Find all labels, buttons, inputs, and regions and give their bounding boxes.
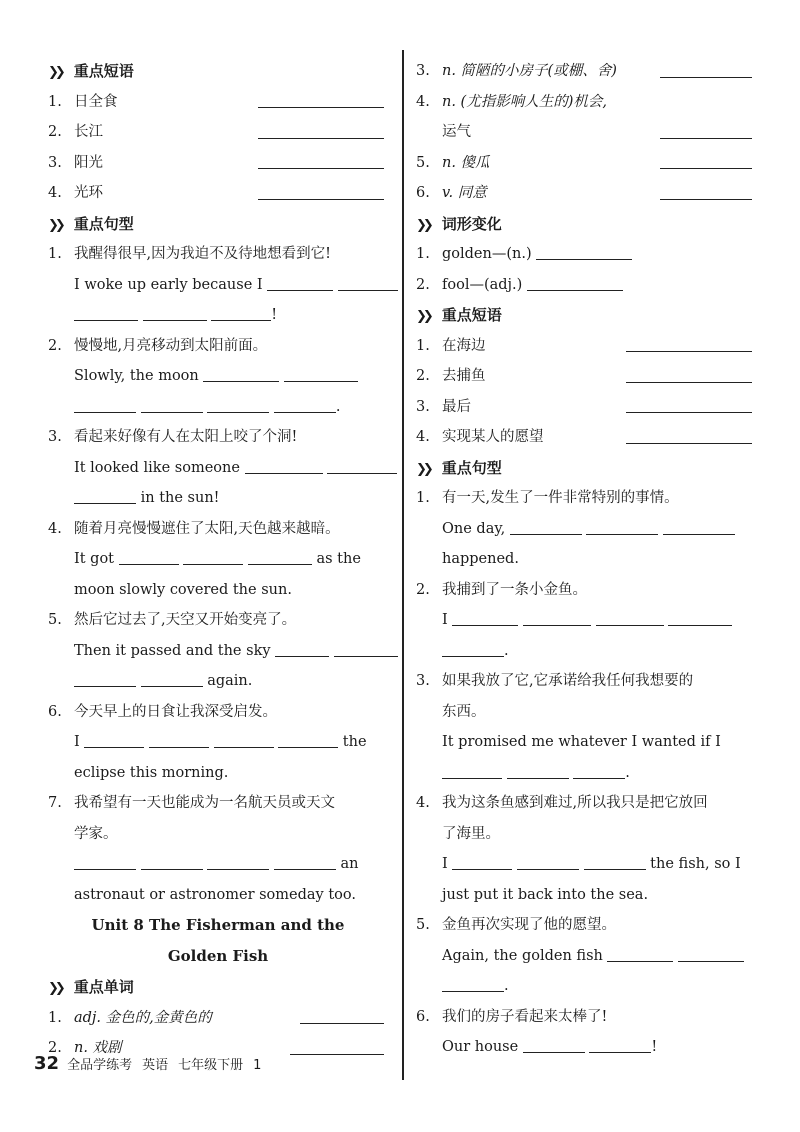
answer-blank[interactable] xyxy=(442,762,502,779)
answer-blank[interactable] xyxy=(274,396,336,413)
word-item: 6. v. 同意 xyxy=(416,178,756,209)
section-heading-sentences-2: ❯❯ 重点句型 xyxy=(416,453,756,484)
double-chevron-icon: ❯❯ xyxy=(416,309,430,324)
double-chevron-icon: ❯❯ xyxy=(48,217,62,233)
sentence-en: Slowly, the moon xyxy=(48,361,388,392)
double-chevron-icon: ❯❯ xyxy=(48,65,62,80)
answer-blank[interactable] xyxy=(626,351,752,352)
double-chevron-icon: ❯❯ xyxy=(416,217,430,233)
answer-blank[interactable] xyxy=(74,670,136,687)
sentence-cn: 4. 我为这条鱼感到难过,所以我只是把它放回 xyxy=(416,795,708,811)
phrase-item: 2. 去捕鱼 xyxy=(416,361,756,392)
section-heading-sentences: ❯❯ 重点句型 xyxy=(48,209,388,240)
answer-blank[interactable] xyxy=(586,518,658,535)
answer-blank[interactable] xyxy=(258,168,384,169)
answer-blank[interactable] xyxy=(141,670,203,687)
answer-blank[interactable] xyxy=(143,304,207,321)
sentence-en: It promised me whatever I wanted if I xyxy=(442,734,721,750)
answer-blank[interactable] xyxy=(626,382,752,383)
sentence-en: Then it passed and the sky xyxy=(48,636,388,667)
sentence-en: It looked like someone xyxy=(48,453,388,484)
section-heading-word-forms: ❯❯ 词形变化 xyxy=(416,209,756,240)
word-item: 5. n. 傻瓜 xyxy=(416,148,756,179)
answer-blank[interactable] xyxy=(119,548,179,565)
phrase-item: 1. 在海边 xyxy=(416,331,756,362)
sentence-en: in the sun! xyxy=(48,483,388,514)
answer-blank[interactable] xyxy=(203,365,279,382)
phrase-item: 3. 最后 xyxy=(416,392,756,423)
sentence-cn: 7. 我希望有一天也能成为一名航天员或天文 xyxy=(48,795,335,811)
sentence-en: eclipse this morning. xyxy=(74,764,229,781)
sentence-en: I the xyxy=(48,727,388,758)
answer-blank[interactable] xyxy=(510,518,582,535)
answer-blank[interactable] xyxy=(660,199,752,200)
subject-name: 英语 xyxy=(142,1058,169,1073)
word-form-item: 2. fool—(adj.) xyxy=(416,270,756,301)
sentence-cn: 2. 我捕到了一条小金鱼。 xyxy=(416,581,587,598)
answer-blank[interactable] xyxy=(660,138,752,139)
sentence-en: I woke up early because I xyxy=(48,270,388,301)
sentence-cn: 5. 金鱼再次实现了他的愿望。 xyxy=(416,917,616,933)
sentence-en: . xyxy=(48,392,388,423)
answer-blank[interactable] xyxy=(207,853,269,870)
footer-mark: 1 xyxy=(253,1058,262,1073)
section-heading-phrases-2: ❯❯ 重点短语 xyxy=(416,300,756,331)
answer-blank[interactable] xyxy=(660,77,752,78)
word-item: 运气 xyxy=(416,117,756,148)
answer-blank[interactable] xyxy=(626,443,752,444)
answer-blank[interactable] xyxy=(573,762,625,779)
sentence-cn: 1. 我醒得很早,因为我迫不及待地想看到它! xyxy=(48,246,331,262)
answer-blank[interactable] xyxy=(74,853,136,870)
answer-blank[interactable] xyxy=(584,853,646,870)
answer-blank[interactable] xyxy=(517,853,579,870)
word-item: 1. adj. 金色的,金黄色的 xyxy=(48,1003,388,1034)
answer-blank[interactable] xyxy=(258,107,384,108)
answer-blank[interactable] xyxy=(84,731,144,748)
answer-blank[interactable] xyxy=(278,731,338,748)
sentence-en: . xyxy=(416,758,756,789)
unit-title: Golden Fish xyxy=(167,947,269,965)
answer-blank[interactable] xyxy=(211,304,271,321)
answer-blank[interactable] xyxy=(245,457,323,474)
sentence-en: I the fish, so I xyxy=(416,849,756,880)
answer-blank[interactable] xyxy=(668,609,732,626)
sentence-cn: 4. 随着月亮慢慢遮住了太阳,天色越来越暗。 xyxy=(48,520,340,537)
answer-blank[interactable] xyxy=(334,640,398,657)
sentence-cn: 学家。 xyxy=(74,825,118,842)
sentence-en: an xyxy=(48,849,388,880)
book-name: 全品学练考 xyxy=(67,1058,133,1073)
unit-title: Unit 8 The Fisherman and the xyxy=(91,916,345,934)
answer-blank[interactable] xyxy=(596,609,664,626)
sentence-en: ! xyxy=(48,300,388,331)
phrase-item: 2. 长江 xyxy=(48,117,388,148)
sentence-cn: 6. 今天早上的日食让我深受启发。 xyxy=(48,703,277,720)
answer-blank[interactable] xyxy=(660,168,752,169)
answer-blank[interactable] xyxy=(267,274,333,291)
answer-blank[interactable] xyxy=(149,731,209,748)
word-item: 2. n. 戏剧 xyxy=(48,1033,388,1064)
sentence-cn: 东西。 xyxy=(442,703,486,720)
sentence-cn: 6. 我们的房子看起来太棒了! xyxy=(416,1008,608,1025)
sentence-en: Again, the golden fish xyxy=(416,941,756,972)
grade-name: 七年级下册 xyxy=(178,1058,244,1073)
answer-blank[interactable] xyxy=(452,609,518,626)
section-heading-phrases: ❯❯ 重点短语 xyxy=(48,56,388,87)
page-number: 32 xyxy=(34,1053,60,1074)
answer-blank[interactable] xyxy=(523,609,591,626)
sentence-en: astronaut or astronomer someday too. xyxy=(74,886,356,903)
answer-blank[interactable] xyxy=(258,199,384,200)
phrase-item: 3. 阳光 xyxy=(48,148,388,179)
sentence-en: moon slowly covered the sun. xyxy=(74,581,292,598)
sentence-en: . xyxy=(416,971,756,1002)
sentence-en: Our house ! xyxy=(416,1032,756,1063)
answer-blank[interactable] xyxy=(327,457,397,474)
phrase-item: 4. 实现某人的愿望 xyxy=(416,422,756,453)
right-column xyxy=(416,56,756,1063)
sentence-en: again. xyxy=(48,666,388,697)
word-item: 4. n. (尤指影响人生的)机会, xyxy=(416,93,607,110)
sentence-en: happened. xyxy=(442,551,519,567)
answer-blank[interactable] xyxy=(442,975,504,992)
section-heading-words: ❯❯ 重点单词 xyxy=(48,972,388,1003)
answer-blank[interactable] xyxy=(141,396,203,413)
sentence-en: One day, xyxy=(416,514,756,545)
left-column xyxy=(48,56,388,1064)
answer-blank[interactable] xyxy=(74,396,136,413)
answer-blank[interactable] xyxy=(678,945,744,962)
sentence-en: . xyxy=(416,636,756,667)
sentence-en: I xyxy=(416,605,756,636)
answer-blank[interactable] xyxy=(300,1023,384,1024)
sentence-cn: 3. 看起来好像有人在太阳上咬了个洞! xyxy=(48,429,298,445)
sentence-cn: 1. 有一天,发生了一件非常特别的事情。 xyxy=(416,490,679,506)
sentence-cn: 了海里。 xyxy=(442,825,500,842)
answer-blank[interactable] xyxy=(507,762,569,779)
answer-blank[interactable] xyxy=(284,365,358,382)
word-item: 3. n. 简陋的小房子(或棚、舍) xyxy=(416,56,756,87)
answer-blank[interactable] xyxy=(442,640,504,657)
sentence-en: just put it back into the sea. xyxy=(442,886,649,903)
double-chevron-icon: ❯❯ xyxy=(416,461,430,477)
answer-blank[interactable] xyxy=(248,548,312,565)
column-divider xyxy=(402,50,404,1080)
answer-blank[interactable] xyxy=(183,548,243,565)
answer-blank[interactable] xyxy=(452,853,512,870)
answer-blank[interactable] xyxy=(626,412,752,413)
sentence-cn: 5. 然后它过去了,天空又开始变亮了。 xyxy=(48,612,297,628)
answer-blank[interactable] xyxy=(536,243,632,260)
page-footer xyxy=(34,1052,271,1076)
answer-blank[interactable] xyxy=(527,274,623,291)
answer-blank[interactable] xyxy=(607,945,673,962)
answer-blank[interactable] xyxy=(290,1054,384,1055)
answer-blank[interactable] xyxy=(74,487,136,504)
answer-blank[interactable] xyxy=(214,731,274,748)
answer-blank[interactable] xyxy=(207,396,269,413)
answer-blank[interactable] xyxy=(274,853,336,870)
sentence-en: It got as the xyxy=(48,544,388,575)
answer-blank[interactable] xyxy=(523,1036,585,1053)
answer-blank[interactable] xyxy=(338,274,398,291)
sentence-cn: 3. 如果我放了它,它承诺给我任何我想要的 xyxy=(416,673,694,689)
answer-blank[interactable] xyxy=(589,1036,651,1053)
answer-blank[interactable] xyxy=(275,640,329,657)
answer-blank[interactable] xyxy=(141,853,203,870)
answer-blank[interactable] xyxy=(74,304,138,321)
phrase-item: 4. 光环 xyxy=(48,178,388,209)
phrase-item: 1. 日全食 xyxy=(48,87,388,118)
double-chevron-icon: ❯❯ xyxy=(48,981,62,996)
answer-blank[interactable] xyxy=(258,138,384,139)
word-form-item: 1. golden—(n.) xyxy=(416,239,756,270)
answer-blank[interactable] xyxy=(663,518,735,535)
sentence-cn: 2. 慢慢地,月亮移动到太阳前面。 xyxy=(48,337,268,354)
